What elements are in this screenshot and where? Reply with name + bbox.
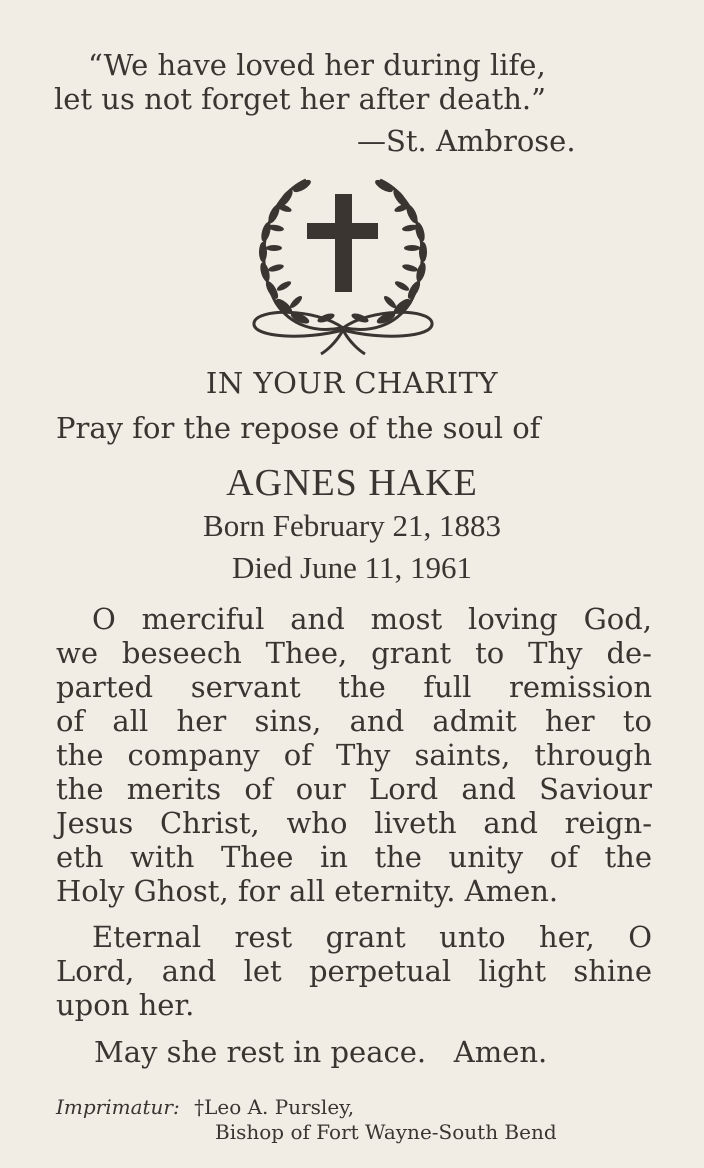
prayer-line-1: O merciful and most loving God,: [92, 602, 652, 636]
prayer-line-8: eth with Thee in the unity of the: [56, 840, 652, 874]
prayer-line-3: parted servant the full remission: [56, 670, 652, 704]
imprimatur-block: [56, 1094, 354, 1120]
prayer-line-2: we beseech Thee, grant to Thy de-: [56, 636, 652, 670]
quote-line-1: “We have loved her during life,: [88, 48, 546, 82]
heading-pray: Pray for the repose of the soul of: [56, 411, 541, 445]
born-date: Born February 21, 1883: [203, 508, 501, 543]
quote-attribution: —St. Ambrose.: [357, 124, 576, 158]
prayer-line-4: of all her sins, and admit her to: [56, 704, 652, 738]
prayer-line-9: Holy Ghost, for all eternity. Amen.: [56, 874, 559, 908]
prayer-line-6: the merits of our Lord and Saviour: [56, 772, 652, 806]
prayer-line-7: Jesus Christ, who liveth and reign-: [56, 806, 652, 840]
heading-charity: IN YOUR CHARITY: [205, 366, 499, 400]
imprimatur-title: Bishop of Fort Wayne-South Bend: [215, 1120, 557, 1144]
eternal-rest-line-2: Lord, and let perpetual light shine: [56, 954, 652, 988]
eternal-rest-line-1: Eternal rest grant unto her, O: [92, 920, 652, 954]
cross-wreath-icon: [246, 168, 440, 358]
died-date: Died June 11, 1961: [232, 550, 472, 585]
eternal-rest-line-3: upon her.: [56, 988, 195, 1022]
closing-line: May she rest in peace. Amen.: [94, 1035, 548, 1069]
quote-line-2: let us not forget her after death.”: [54, 82, 546, 116]
prayer-line-5: the company of Thy saints, through: [56, 738, 652, 772]
imprimatur-name: †Leo A. Pursley,: [194, 1095, 355, 1119]
imprimatur-label: Imprimatur:: [56, 1095, 180, 1119]
deceased-name: AGNES HAKE: [226, 462, 478, 504]
